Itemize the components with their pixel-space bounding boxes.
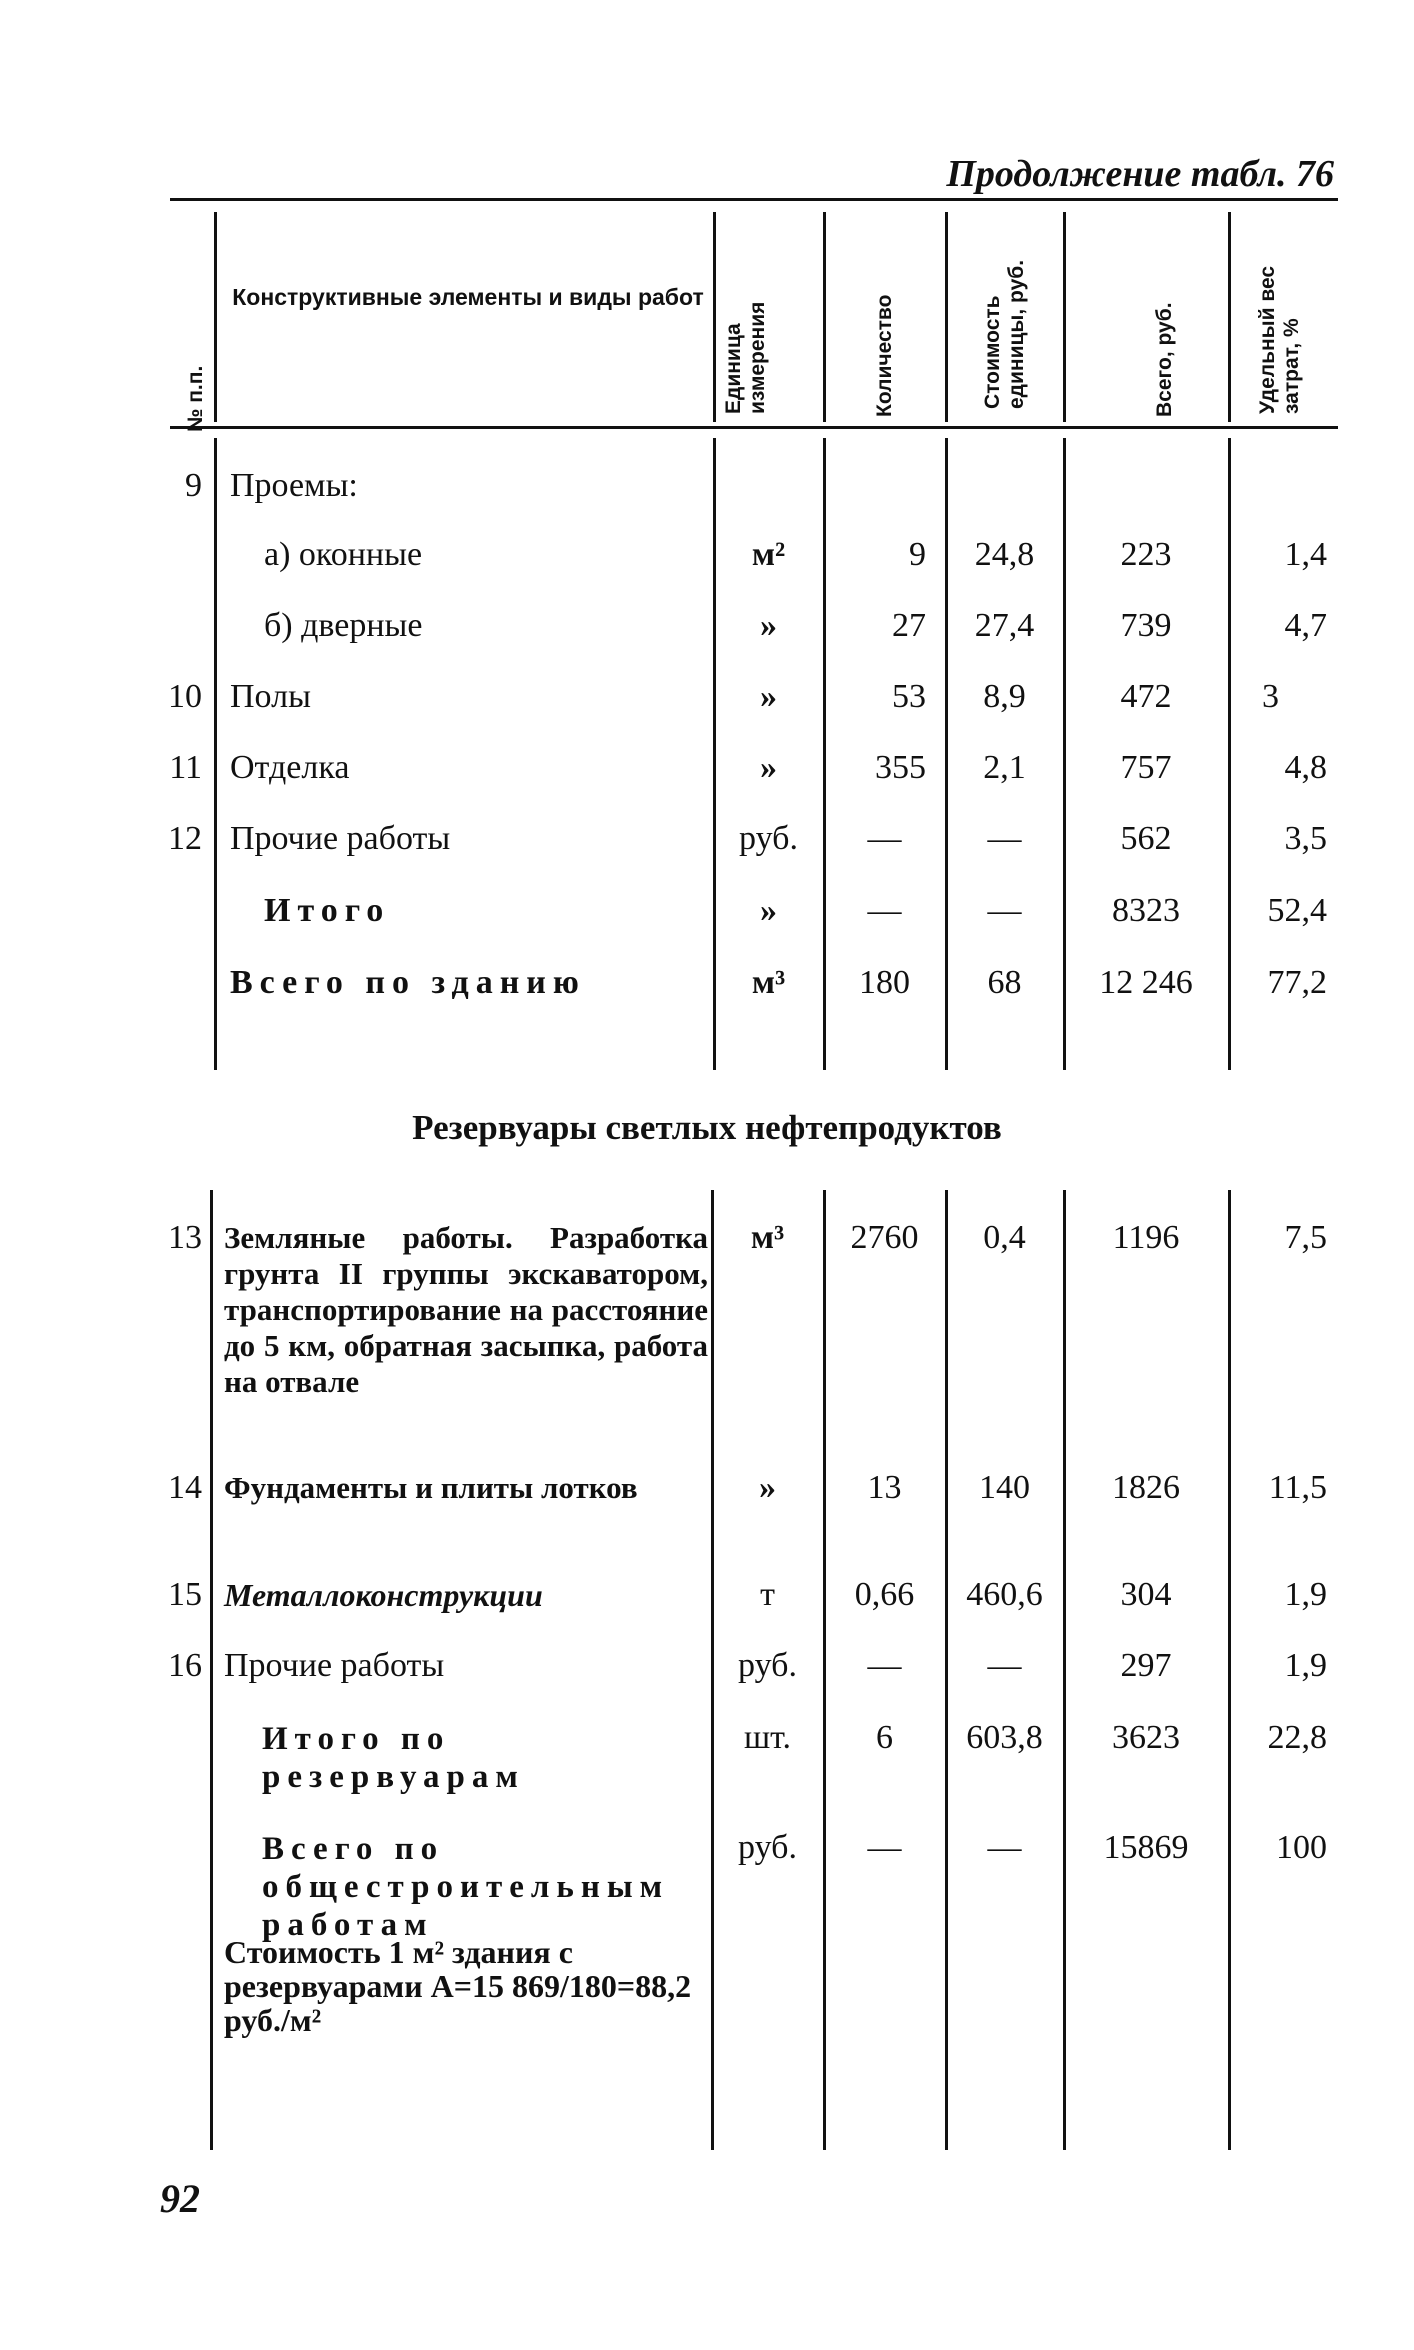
row-unit: » xyxy=(760,749,777,786)
header-divider xyxy=(713,212,716,422)
header-divider xyxy=(214,212,217,422)
header-unit: Единица измерения xyxy=(722,301,769,414)
table-caption: Продолжение табл. 76 xyxy=(946,153,1334,195)
row-name: Полы xyxy=(230,678,311,715)
row-qty: 6 xyxy=(876,1719,893,1756)
header-unit-cost: Стоимость единицы, руб. xyxy=(981,259,1028,409)
row-total: 1826 xyxy=(1112,1469,1180,1506)
row-total: 8323 xyxy=(1112,892,1180,929)
header-divider xyxy=(945,212,948,422)
header-num: № п.п. xyxy=(184,365,207,432)
row-qty: — xyxy=(867,820,902,857)
row-total: 223 xyxy=(1120,536,1172,573)
row-share: 1,9 xyxy=(1284,1576,1327,1613)
row-qty: 2760 xyxy=(850,1219,919,1256)
row-share: 100 xyxy=(1276,1829,1327,1866)
row-unit-cost: 27,4 xyxy=(974,607,1035,644)
row-unit-cost: 8,9 xyxy=(983,678,1026,715)
row-name: Земляные работы. Разработка грунта II группы экскаватором, транспортирование на расстояние до 5 км, обратная засыпка, работа на отвале xyxy=(224,1220,708,1399)
row-number: 9 xyxy=(185,467,202,504)
row-total: 1196 xyxy=(1112,1219,1180,1256)
header-divider xyxy=(1063,212,1066,422)
row-number: 15 xyxy=(168,1576,202,1613)
row-name: а) оконные xyxy=(264,536,423,573)
header-bottom-rule xyxy=(170,426,1338,429)
row-number: 10 xyxy=(168,678,202,715)
row-share: 11,5 xyxy=(1268,1469,1327,1506)
row-total: 12 246 xyxy=(1099,964,1193,1001)
row-qty: — xyxy=(867,1829,902,1866)
header-qty: Количество xyxy=(873,294,896,417)
row-unit-cost: 460,6 xyxy=(966,1576,1043,1613)
row-share: 3 xyxy=(1262,678,1279,715)
row-share: 7,5 xyxy=(1284,1219,1327,1256)
row-unit: м³ xyxy=(751,964,786,1001)
row-number: 11 xyxy=(169,749,202,786)
row-unit: руб. xyxy=(739,820,798,857)
row-name: Итого по резервуарам xyxy=(262,1721,525,1795)
table-top-rule xyxy=(170,198,1338,201)
row-total: 15869 xyxy=(1103,1829,1189,1866)
row-unit-cost: 603,8 xyxy=(966,1719,1043,1756)
row-name: Проемы: xyxy=(230,467,358,504)
row-qty: 0,66 xyxy=(854,1576,915,1613)
row-unit: » xyxy=(760,607,777,644)
row-unit-cost: — xyxy=(987,1647,1022,1684)
row-unit-cost: 140 xyxy=(979,1469,1030,1506)
row-total: 304 xyxy=(1120,1576,1172,1613)
row-qty: 53 xyxy=(892,678,926,715)
row-qty: 27 xyxy=(892,607,926,644)
column-rule xyxy=(210,1190,213,2150)
row-total: 757 xyxy=(1120,749,1172,786)
header-divider xyxy=(1228,212,1231,422)
row-unit: руб. xyxy=(738,1647,797,1684)
row-share: 4,7 xyxy=(1284,607,1327,644)
header-total: Всего, руб. xyxy=(1153,302,1176,417)
row-unit: м³ xyxy=(750,1219,785,1256)
row-number: 14 xyxy=(168,1469,202,1506)
row-unit-cost: 2,1 xyxy=(983,749,1026,786)
row-share: 52,4 xyxy=(1267,892,1327,929)
row-unit: » xyxy=(760,892,777,929)
row-qty: 13 xyxy=(867,1469,902,1506)
header-divider xyxy=(823,212,826,422)
section-title: Резервуары светлых нефтепродуктов xyxy=(412,1108,1002,1147)
row-unit-cost: — xyxy=(987,820,1022,857)
row-name: Всего по зданию xyxy=(230,964,586,1001)
row-share: 4,8 xyxy=(1284,749,1327,786)
row-unit-cost: — xyxy=(987,892,1022,929)
row-total: 472 xyxy=(1120,678,1172,715)
row-name: Фундаменты и плиты лотков xyxy=(224,1470,638,1505)
row-unit-cost: 0,4 xyxy=(983,1219,1026,1256)
row-name: Прочие работы xyxy=(224,1647,445,1684)
row-qty: — xyxy=(867,1647,902,1684)
row-name: Всего по общестроительным работам xyxy=(262,1831,670,1943)
row-name: Отделка xyxy=(230,749,350,786)
row-number: 13 xyxy=(168,1219,202,1256)
row-name: б) дверные xyxy=(264,607,423,644)
row-qty: 180 xyxy=(859,964,910,1001)
row-number: 16 xyxy=(168,1647,202,1684)
row-name: Металлоконструкции xyxy=(224,1577,543,1613)
row-unit: т xyxy=(760,1576,775,1613)
header-share: Удельный вес затрат, % xyxy=(1256,265,1303,414)
row-share: 77,2 xyxy=(1267,964,1327,1001)
row-qty: 355 xyxy=(875,749,926,786)
row-unit: руб. xyxy=(738,1829,797,1866)
row-name: Итого xyxy=(264,892,391,929)
row-unit-cost: 68 xyxy=(987,964,1022,1001)
row-name: Прочие работы xyxy=(230,820,451,857)
row-share: 22,8 xyxy=(1267,1719,1327,1756)
row-unit: » xyxy=(760,678,777,715)
cost-per-m2-note: Стоимость 1 м² здания с резервуарами A=15 869/180=88,2 руб./м² xyxy=(224,1934,692,2038)
row-unit-cost: 24,8 xyxy=(974,536,1035,573)
row-qty: 9 xyxy=(909,536,926,573)
page-number: 92 xyxy=(160,2176,200,2221)
row-unit-cost: — xyxy=(987,1829,1022,1866)
row-unit: » xyxy=(759,1469,776,1506)
row-number: 12 xyxy=(168,820,202,857)
row-unit: шт. xyxy=(744,1719,791,1756)
row-total: 739 xyxy=(1120,607,1172,644)
row-share: 3,5 xyxy=(1284,820,1327,857)
row-total: 3623 xyxy=(1112,1719,1180,1756)
row-total: 562 xyxy=(1120,820,1172,857)
row-unit: м² xyxy=(751,536,786,573)
row-total: 297 xyxy=(1120,1647,1172,1684)
header-elements: Конструктивные элементы и виды работ xyxy=(232,284,704,310)
row-share: 1,4 xyxy=(1284,536,1327,573)
row-share: 1,9 xyxy=(1284,1647,1327,1684)
row-qty: — xyxy=(867,892,902,929)
column-rule xyxy=(214,438,217,1070)
